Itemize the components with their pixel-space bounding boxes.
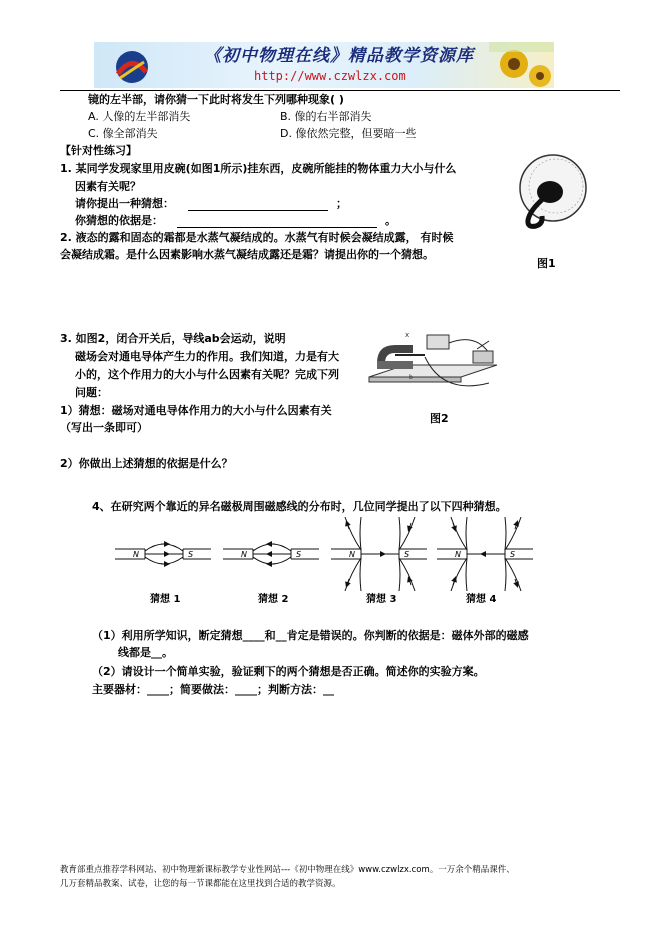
- q1-basis-end: 。: [385, 214, 396, 227]
- banner-url[interactable]: http://www.czwlzx.com: [254, 69, 406, 83]
- q4-part1-line1: （1）利用所学知识，断定猜想____和__肯定是错误的。你判断的依据是：磁体外部的磁感: [92, 629, 529, 642]
- guess-2-diagram: [223, 544, 319, 564]
- q3-sub1-line1: 1）猜想：磁场对通电导体作用力的大小与什么因素有关: [60, 404, 332, 417]
- banner-title: 《初中物理在线》精品教学资源库: [204, 46, 474, 66]
- guess-2-pole-s: S: [296, 550, 302, 559]
- option-c: C. 像全部消失: [88, 127, 158, 140]
- q2-line2: 会凝结成霜。是什么因素影响水蒸气凝结成露还是霜？请提出你的一个猜想。: [60, 248, 434, 261]
- q4-line1: 4、在研究两个靠近的异名磁极周围磁感线的分布时，几位同学提出了以下四种猜想。: [92, 500, 507, 513]
- guess-1-diagram: [115, 544, 211, 564]
- q1-line1: 1. 某同学发现家里用皮碗(如图1所示)挂东西，皮碗所能挂的物体重力大小与什么: [60, 162, 457, 175]
- q3-line2: 磁场会对通电导体产生力的作用。我们知道，力是有大: [75, 350, 339, 363]
- q1-basis-blank[interactable]: [177, 227, 377, 228]
- footer-line2: 几万套精品教案、试卷，让您的每一节课都能在这里找到合适的教学资源。: [60, 879, 341, 889]
- header-banner: [94, 42, 554, 88]
- q3-sub1-line2: （写出一条即可）: [60, 421, 148, 434]
- guess-2-pole-n: N: [241, 550, 247, 559]
- q1-guess-end: ；: [336, 197, 347, 210]
- q4-part3: 主要器材：____；简要做法：____；判断方法：__: [92, 683, 334, 696]
- option-a: A. 人像的左半部消失: [88, 110, 191, 123]
- q1-line2: 因素有关呢？: [75, 180, 141, 193]
- prev-question-stem: 镜的左半部，请你猜一下此时将发生下列哪种现象( ): [88, 93, 344, 106]
- q1-guess-label: 请你提出一种猜想：: [75, 197, 174, 210]
- guess-3-pole-n: N: [349, 550, 355, 559]
- q3-sub2: 2）你做出上述猜想的依据是什么？: [60, 457, 233, 470]
- figure-1-suction-cup-illustration: [508, 150, 590, 240]
- q1-guess-blank[interactable]: [188, 210, 328, 211]
- q1-basis: [75, 214, 396, 228]
- header-rule: [60, 90, 620, 91]
- guess-4-diagram: [437, 517, 533, 591]
- guess-4-pole-s: S: [510, 550, 516, 559]
- guess-1-pole-s: S: [188, 550, 194, 559]
- q3-line1: 3. 如图2，闭合开关后，导线ab会运动，说明: [60, 332, 286, 345]
- figure-1-label: 图1: [537, 257, 556, 270]
- q4-part2: （2）请设计一个简单实验，验证剩下的两个猜想是否正确。简述你的实验方案。: [92, 665, 485, 678]
- guess-4-caption: 猜想 4: [466, 594, 497, 605]
- svg-text:b: b: [409, 374, 413, 381]
- q1-guess: [75, 197, 347, 211]
- figure-2-label: 图2: [430, 412, 449, 425]
- q3-line4: 问题：: [75, 386, 108, 399]
- guess-1-caption: 猜想 1: [150, 594, 181, 605]
- option-b: B. 像的右半部消失: [280, 110, 372, 123]
- section-title: 【针对性练习】: [60, 144, 137, 157]
- q4-magnetic-field-diagrams: [115, 515, 535, 595]
- q1-basis-label: 你猜想的依据是：: [75, 214, 163, 227]
- guess-3-pole-s: S: [404, 550, 410, 559]
- guess-3-caption: 猜想 3: [366, 594, 397, 605]
- figure-2-motor-apparatus-illustration: [365, 325, 505, 403]
- guess-2-caption: 猜想 2: [258, 594, 289, 605]
- q2-line1: 2. 液态的露和固态的霜都是水蒸气凝结成的。水蒸气有时候会凝结成露， 有时候: [60, 231, 454, 244]
- q3-line3: 小的，这个作用力的大小与什么因素有关呢？完成下列: [75, 368, 339, 381]
- q4-part1-line2: 线都是__。: [118, 646, 173, 659]
- option-d: D. 像依然完整，但要暗一些: [280, 127, 417, 140]
- guess-1-pole-n: N: [133, 550, 139, 559]
- guess-3-diagram: [331, 517, 427, 591]
- guess-4-pole-n: N: [455, 550, 461, 559]
- footer-line1: 教育部重点推荐学科网站、初中物理新课标教学专业性网站---《初中物理在线》www.czwlzx.com。一万余个精品课件、: [60, 865, 515, 875]
- svg-text:x: x: [405, 331, 410, 339]
